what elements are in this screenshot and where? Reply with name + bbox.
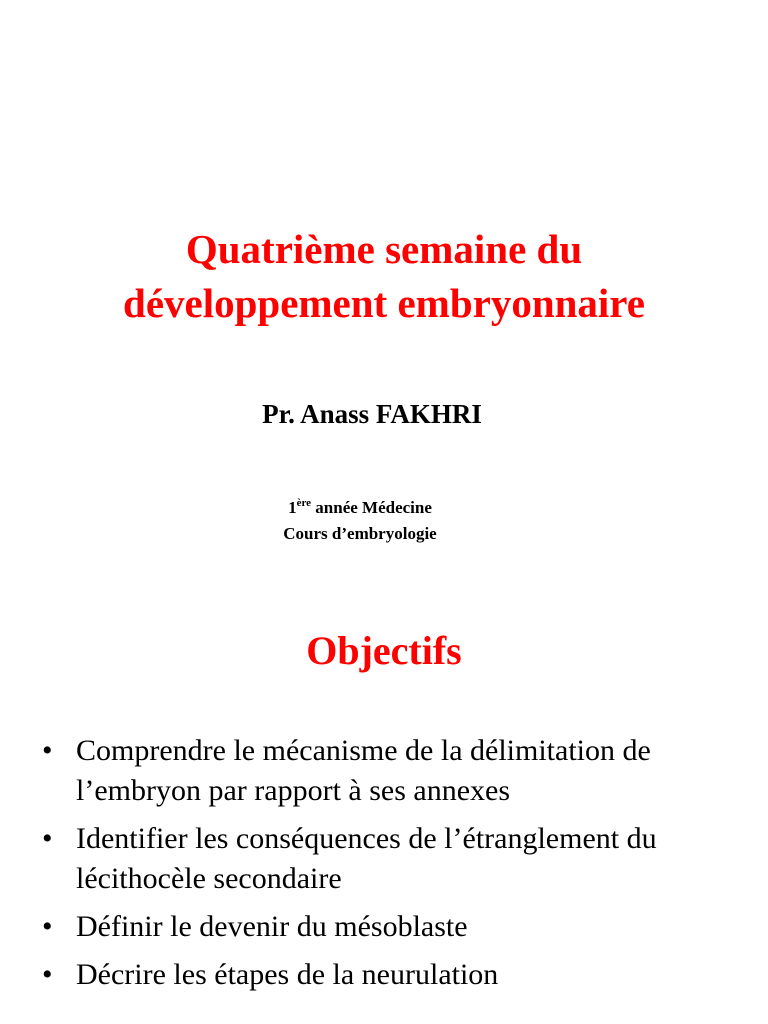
list-item (42, 731, 762, 811)
course-year-number: 1 (288, 498, 297, 517)
slide-title (0, 222, 768, 330)
objective-text: Décrire les étapes de la neurulation (76, 958, 499, 991)
course-year-label: année Médecine (311, 498, 432, 517)
title-line-2: développement embryonnaire (123, 280, 645, 326)
course-year-superscript: ère (296, 497, 312, 509)
course-info (250, 495, 470, 547)
objectives-list (42, 731, 762, 1003)
objective-text: Comprendre le mécanisme de la délimitation de l’embryon par rapport à ses annexes (76, 734, 651, 807)
objective-text: Identifier les conséquences de l’étranglement du lécithocèle secondaire (76, 822, 657, 895)
objective-text: Définir le devenir du mésoblaste (76, 910, 468, 943)
list-item (42, 819, 762, 899)
list-item (42, 955, 762, 995)
title-line-1: Quatrième semaine du (185, 226, 583, 272)
list-item (42, 907, 762, 947)
bullet-icon: • (42, 822, 53, 855)
bullet-icon: • (42, 910, 53, 943)
course-year (250, 495, 470, 521)
bullet-icon: • (42, 958, 53, 991)
course-subject: Cours d’embryologie (283, 524, 437, 543)
objectives-heading: Objectifs (306, 628, 462, 673)
author-name: Pr. Anass FAKHRI (262, 399, 482, 429)
bullet-icon: • (42, 734, 53, 767)
